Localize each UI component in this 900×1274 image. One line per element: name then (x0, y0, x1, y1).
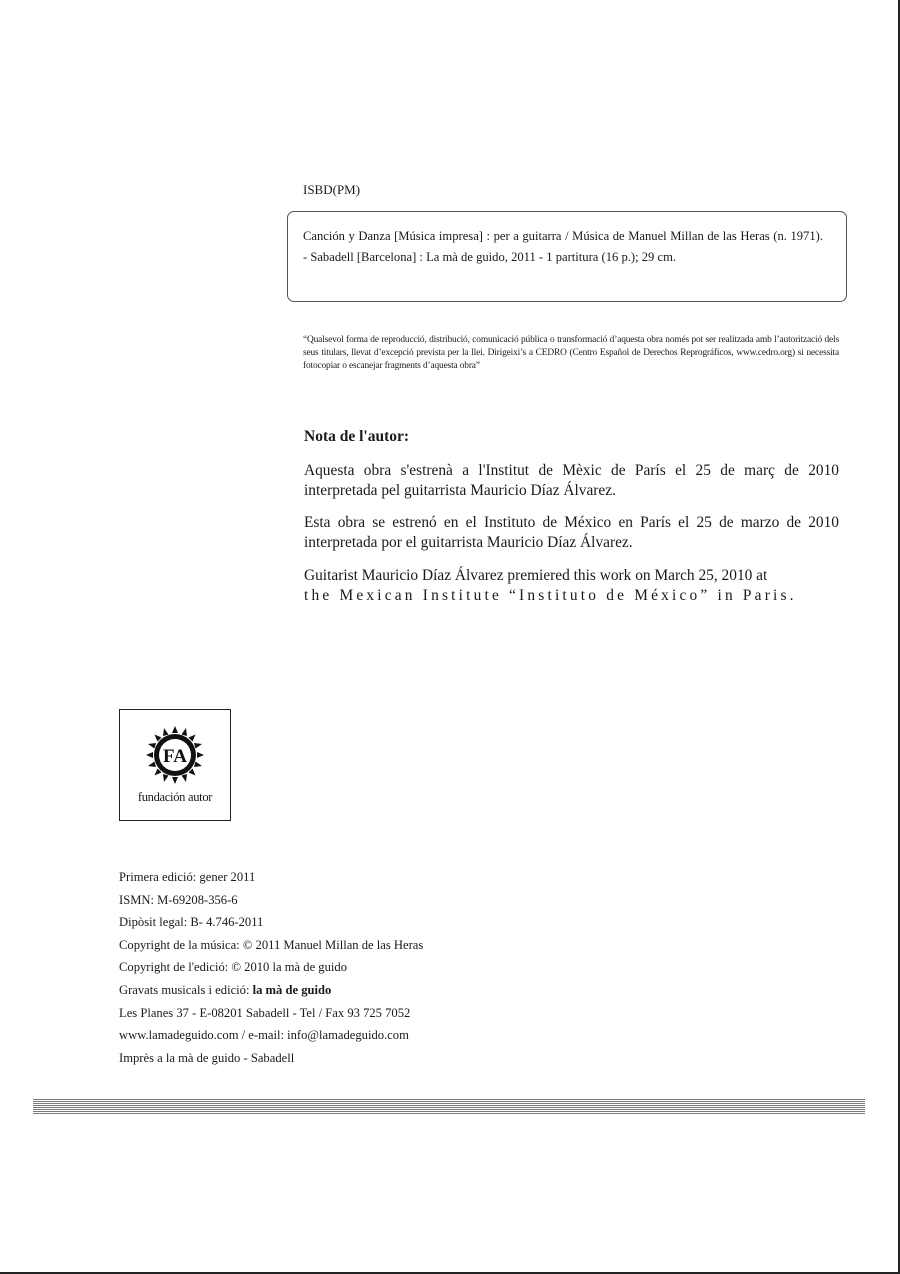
author-note-english (304, 566, 839, 606)
rights-notice: “Qualsevol forma de reproducció, distribució, comunicació pública o transformació d’aquesta obra només pot ser realitzada amb l’autorització dels seus titulars, llevat d’excepció prevista per la llei. Dirigeixi’s a CEDRO (Centro Español de Derechos Reprográficos, www.cedro.org) si necessita fotocopiar o escanejar fragments d’aquesta obra” (303, 335, 839, 371)
imprint-edition-copyright: Copyright de l'edició: © 2010 la mà de guido (119, 960, 347, 975)
imprint-legal-deposit: Dipòsit legal: B- 4.746-2011 (119, 915, 264, 930)
author-note-english-line1: Guitarist Mauricio Díaz Álvarez premiered this work on March 25, 2010 at (304, 567, 768, 584)
imprint-engraving (119, 979, 423, 1002)
author-note-spanish: Esta obra se estrenó en el Instituto de México en París el 25 de marzo de 2010 interpretada por el guitarrista Mauricio Díaz Álvarez. (304, 514, 839, 551)
isbd-label: ISBD(PM) (303, 182, 361, 197)
author-note-english-line2: the Mexican Institute “Instituto de México” in Paris. (304, 587, 797, 604)
imprint-engraving-label: Gravats musicals i edició: (119, 982, 253, 997)
sunburst-emblem-icon (144, 724, 206, 786)
isbd-record-text: Canción y Danza [Música impresa] : per a guitarra / Música de Manuel Millan de las Heras (n. 1971). - Sabadell [Barcelona] : La mà de guido, 2011 - 1 partitura (16 p.); 29 cm. (303, 229, 823, 264)
fundacion-autor-logo (119, 709, 231, 821)
imprint-engraving-publisher: la mà de guido (252, 982, 332, 997)
imprint-printed: Imprès a la mà de guido - Sabadell (119, 1050, 295, 1065)
author-note-title: Nota de l'autor: (304, 428, 410, 445)
imprint-ismn: ISMN: M-69208-356-6 (119, 892, 238, 907)
logo-monogram: FA (163, 746, 187, 767)
imprint-address: Les Planes 37 - E-08201 Sabadell - Tel / Fax 93 725 7052 (119, 1005, 411, 1020)
imprint-block (119, 866, 423, 1069)
imprint-web-email: www.lamadeguido.com / e-mail: info@lamadeguido.com (119, 1028, 409, 1043)
imprint-edition: Primera edició: gener 2011 (119, 870, 256, 884)
logo-caption: fundación autor (137, 790, 213, 804)
footer-rule (33, 1099, 865, 1114)
author-note-catalan: Aquesta obra s'estrenà a l'Institut de Mèxic de París el 25 de març de 2010 interpretada pel guitarrista Mauricio Díaz Álvarez. (304, 462, 839, 499)
imprint-music-copyright: Copyright de la música: © 2011 Manuel Millan de las Heras (119, 937, 424, 952)
